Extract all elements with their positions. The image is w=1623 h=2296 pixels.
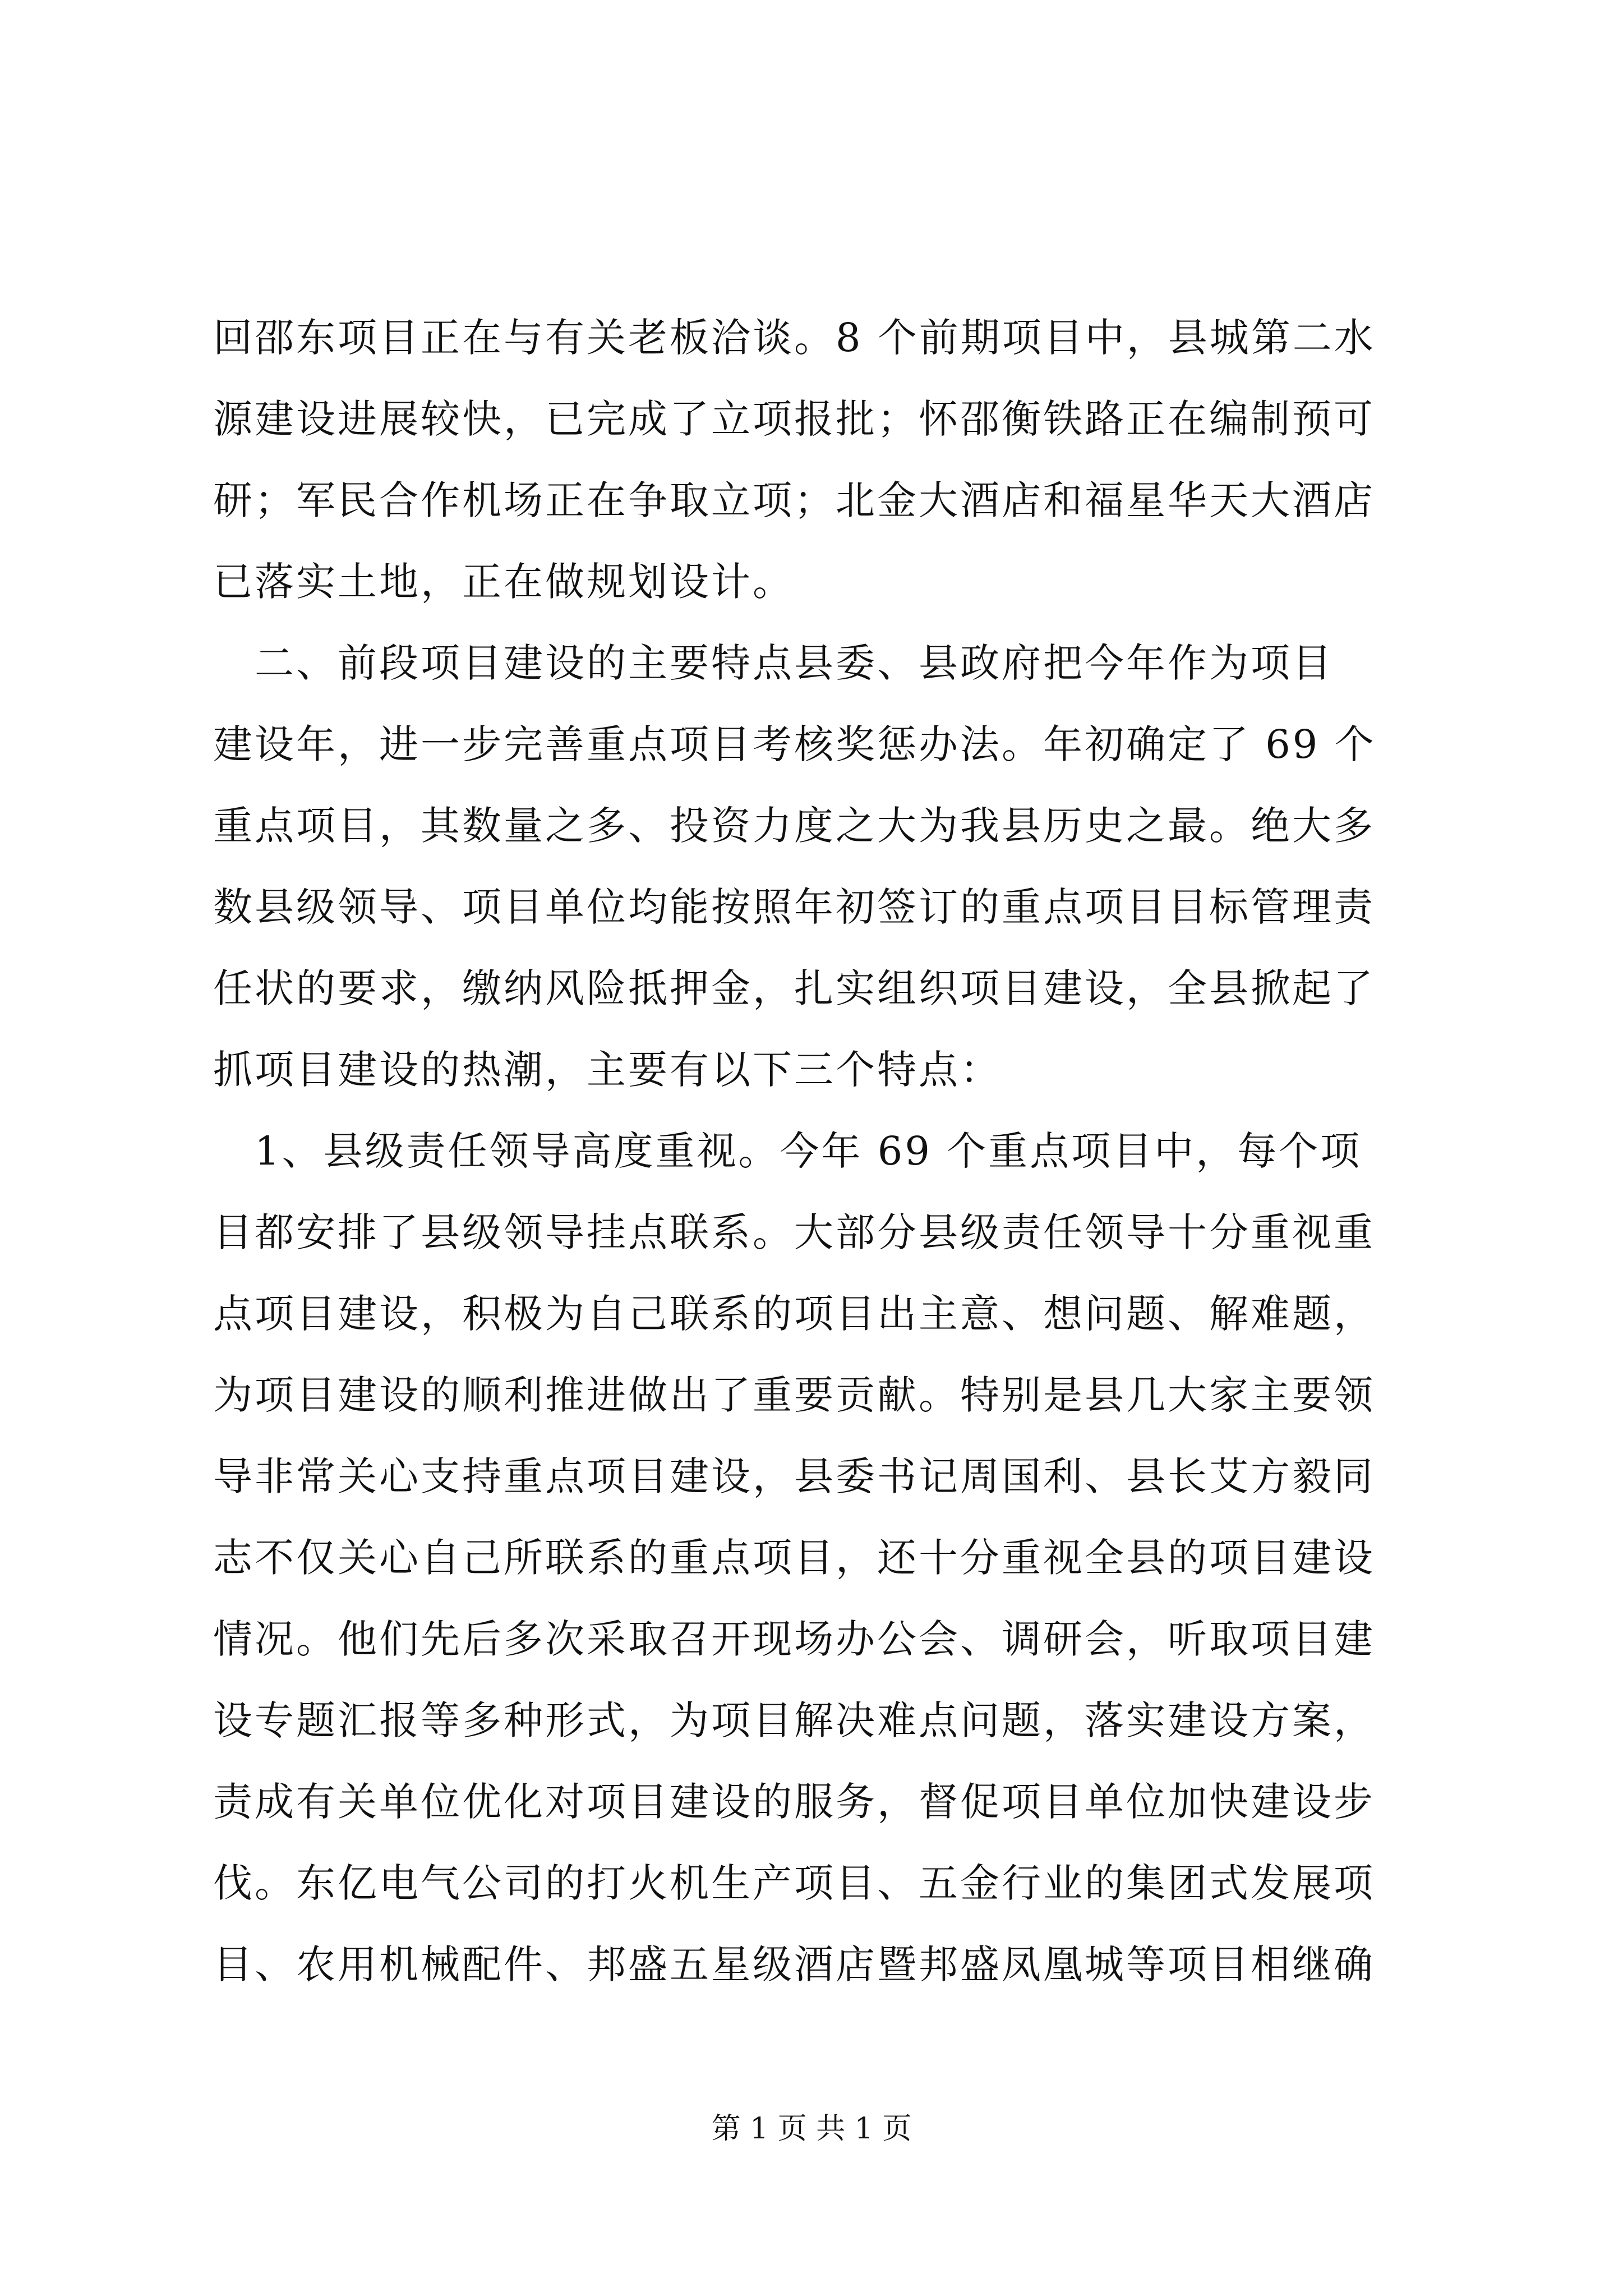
- text-line: 建设年，进一步完善重点项目考核奖惩办法。年初确定了 69 个: [213, 721, 1376, 767]
- page-number-footer: 第 1 页 共 1 页: [711, 2112, 912, 2146]
- text-line: 源建设进展较快，已完成了立项报批；怀邵衡铁路正在编制预可: [213, 396, 1375, 442]
- text-line: 任状的要求，缴纳风险抵押金，扎实组织项目建设，全县掀起了: [213, 965, 1375, 1011]
- text-line: 为项目建设的顺利推进做出了重要贡献。特别是县几大家主要领: [213, 1372, 1375, 1418]
- text-line: 二、前段项目建设的主要特点县委、县政府把今年作为项目: [213, 640, 1334, 686]
- text-line: 目都安排了县级领导挂点联系。大部分县级责任领导十分重视重: [213, 1209, 1375, 1255]
- text-line: 数县级领导、项目单位均能按照年初签订的重点项目目标管理责: [213, 884, 1375, 930]
- text-line: 导非常关心支持重点项目建设，县委书记周国利、县长艾方毅同: [213, 1453, 1375, 1499]
- text-line: 责成有关单位优化对项目建设的服务，督促项目单位加快建设步: [213, 1779, 1375, 1825]
- text-line: 回邵东项目正在与有关老板洽谈。8 个前期项目中，县城第二水: [213, 315, 1376, 361]
- document-body: [213, 297, 1424, 2005]
- text-line: 设专题汇报等多种形式，为项目解决难点问题，落实建设方案，: [213, 1697, 1375, 1743]
- text-line: 1、县级责任领导高度重视。今年 69 个重点项目中，每个项: [213, 1128, 1362, 1174]
- text-line: 重点项目，其数量之多、投资力度之大为我县历史之最。绝大多: [213, 803, 1375, 849]
- text-line: 志不仅关心自己所联系的重点项目，还十分重视全县的项目建设: [213, 1535, 1375, 1581]
- text-line: 研；军民合作机场正在争取立项；北金大酒店和福星华天大酒店: [213, 477, 1375, 523]
- text-line: 目、农用机械配件、邦盛五星级酒店暨邦盛凤凰城等项目相继确: [213, 1941, 1375, 1987]
- text-line: 抓项目建设的热潮，主要有以下三个特点：: [213, 1047, 1002, 1093]
- text-line: 伐。东亿电气公司的打火机生产项目、五金行业的集团式发展项: [213, 1860, 1375, 1906]
- text-line: 情况。他们先后多次采取召开现场办公会、调研会，听取项目建: [213, 1616, 1375, 1662]
- text-line: 点项目建设，积极为自己联系的项目出主意、想问题、解难题，: [213, 1291, 1375, 1337]
- text-line: 已落实土地，正在做规划设计。: [213, 559, 794, 605]
